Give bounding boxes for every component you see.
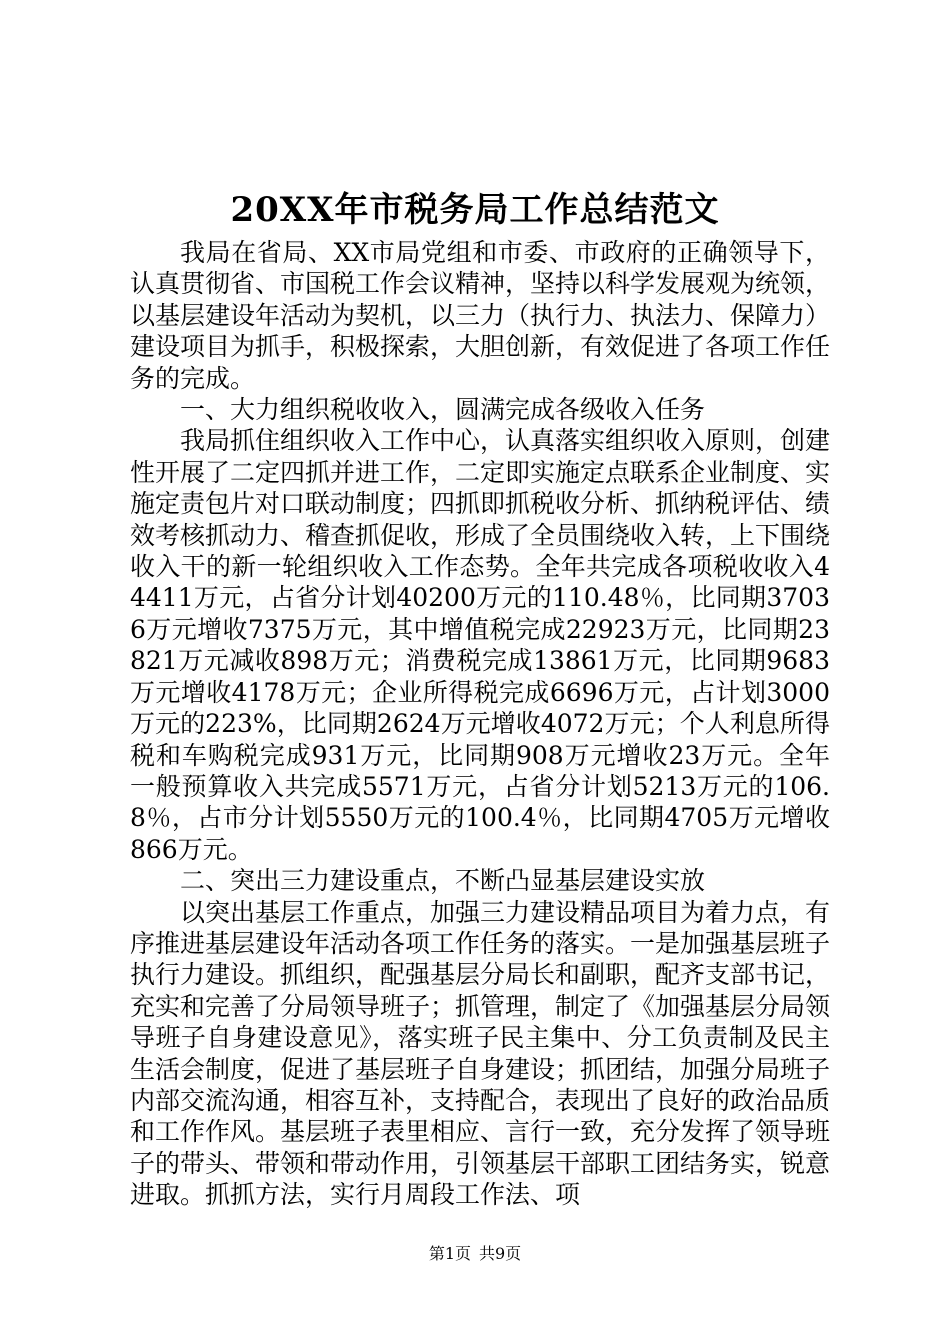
page-number: 第1页: [428, 1244, 471, 1263]
section-1-paragraph: 我局抓住组织收入工作中心，认真落实组织收入原则，创建性开展了二定四抓并进工作，二定即实施定点联系企业制度、实施定责包片对口联动制度；四抓即抓税收分析、抓纳税评估、绩效考核抓动力、稽查抓促收，形成了全员围绕收入转，上下围绕收入干的新一轮组织收入工作态势。全年共完成各项税收收入44411万元，占省分计划40200万元的110.48％，比同期37036万元增收7375万元，其中增值税完成22923万元，比同期23821万元减收898万元；消费税完成13861万元，比同期9683万元增收4178万元；企业所得税完成6696万元，占计划3000万元的223%，比同期2624万元增收4072万元；个人利息所得税和车购税完成931万元，比同期908万元增收23万元。全年一般预算收入共完成5571万元，占省分计划5213万元的106.8％，占市分计划5550万元的100.4％，比同期4705万元增收866万元。: [130, 426, 831, 864]
page-footer: [0, 1243, 950, 1265]
intro-paragraph: 我局在省局、XX市局党组和市委、市政府的正确领导下，认真贯彻省、市国税工作会议精神，坚持以科学发展观为统领，以基层建设年活动为契机，以三力（执行力、执法力、保障力）建设项目为抓手，积极探索，大胆创新，有效促进了各项工作任务的完成。: [130, 238, 831, 393]
section-2-paragraph: 以突出基层工作重点，加强三力建设精品项目为着力点，有序推进基层建设年活动各项工作任务的落实。一是加强基层班子执行力建设。抓组织，配强基层分局长和副职，配齐支部书记，充实和完善了分局领导班子；抓管理，制定了《加强基层分局领导班子自身建设意见》，落实班子民主集中、分工负责制及民主生活会制度，促进了基层班子自身建设；抓团结，加强分局班子内部交流沟通，相容互补，支持配合，表现出了良好的政治品质和工作作风。基层班子表里相应、言行一致，充分发挥了领导班子的带头、带领和带动作用，引领基层干部职工团结务实，锐意进取。抓抓方法，实行月周段工作法、项: [130, 897, 831, 1210]
section-heading-1: 一、大力组织税收收入，圆满完成各级收入任务: [180, 395, 706, 425]
page-total: 共9页: [479, 1244, 522, 1263]
document-body: [130, 237, 830, 1211]
document-title: 20XX年市税务局工作总结范文: [230, 190, 720, 230]
section-heading-2: 二、突出三力建设重点，不断凸显基层建设实放: [180, 866, 706, 896]
